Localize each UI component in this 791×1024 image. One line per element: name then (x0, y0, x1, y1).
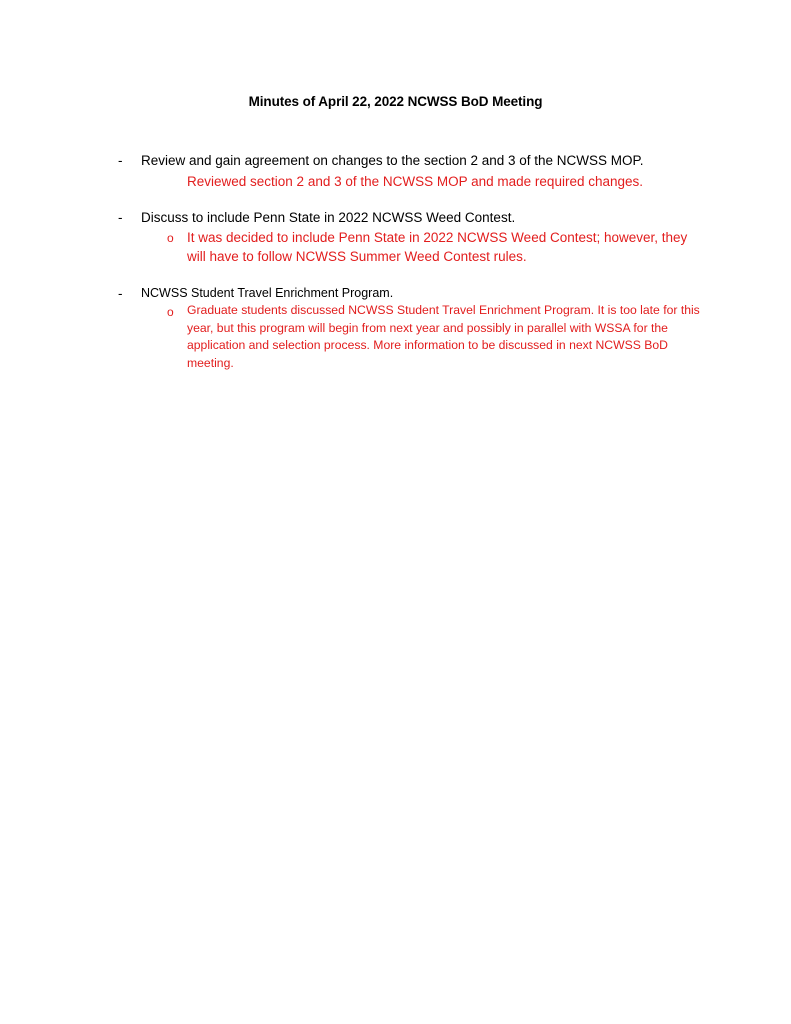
agenda-item-marker: - (118, 210, 123, 225)
agenda-item-response: It was decided to include Penn State in 2022 NCWSS Weed Contest; however, they will have to follow NCWSS Summer Weed Contest rules. (187, 230, 688, 264)
agenda-item-marker: - (118, 286, 123, 301)
agenda-item-marker: - (118, 153, 123, 168)
agenda-item-text: Discuss to include Penn State in 2022 NCWSS Weed Contest. (141, 210, 516, 225)
agenda-item-text: NCWSS Student Travel Enrichment Program. (141, 286, 394, 300)
document-title: Minutes of April 22, 2022 NCWSS BoD Meeting (248, 94, 543, 109)
agenda-item-response: Reviewed section 2 and 3 of the NCWSS MOP and made required changes. (187, 174, 644, 189)
agenda-item-response: Graduate students discussed NCWSS Student Travel Enrichment Program. It is too late for this year, but this program will begin from next year and possibly in parallel with WSSA for the application and selection process. More information to be discussed in next NCWSS BoD meeting. (187, 303, 700, 370)
response-bullet: o (167, 231, 174, 245)
agenda-item-text: Review and gain agreement on changes to the section 2 and 3 of the NCWSS MOP. (141, 153, 644, 168)
response-bullet: o (167, 305, 174, 319)
